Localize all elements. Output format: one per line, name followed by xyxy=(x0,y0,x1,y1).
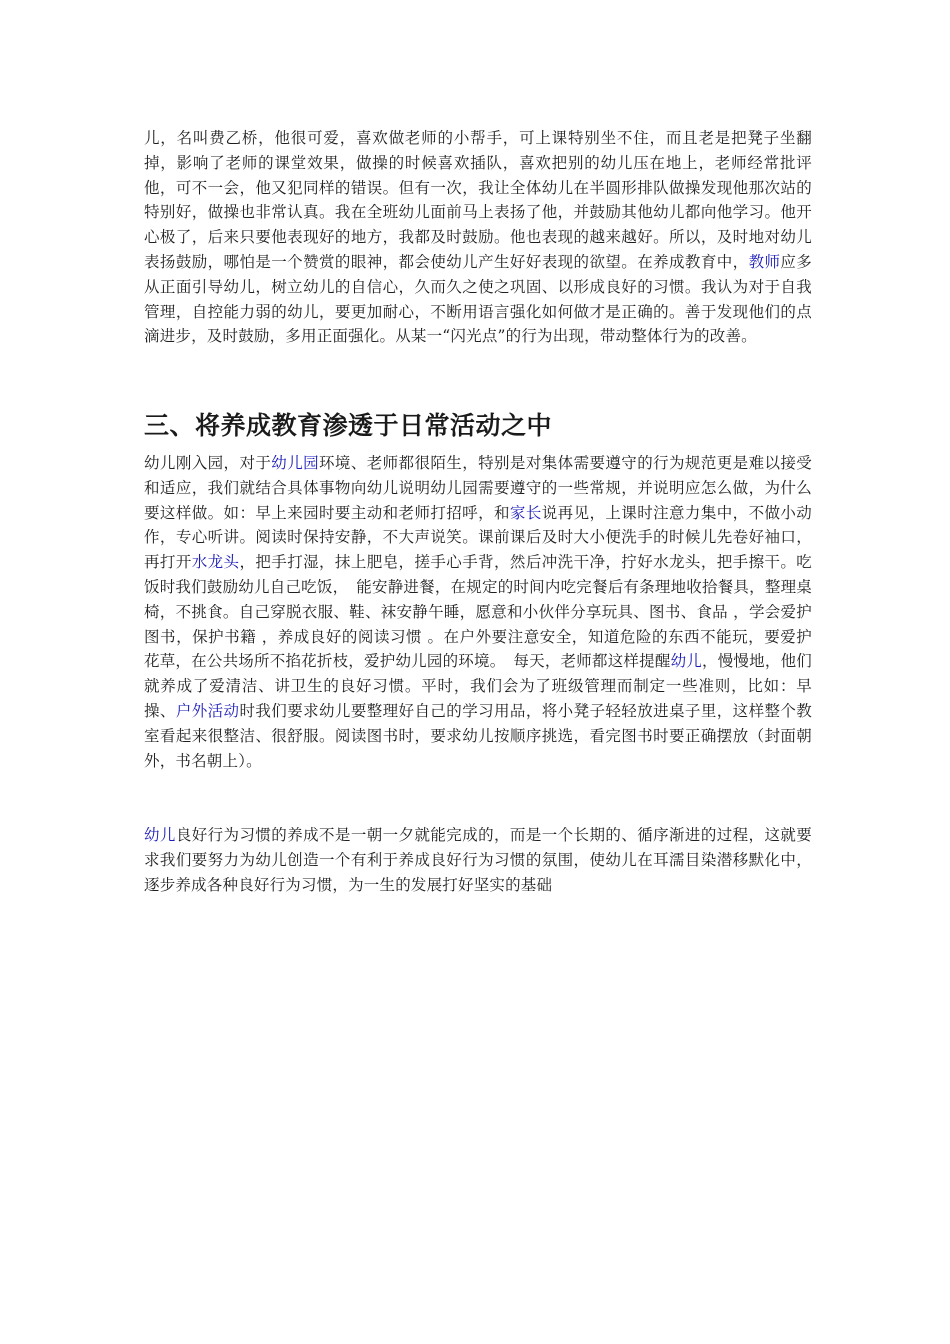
link-outdoor-activity[interactable]: 户外活动 xyxy=(175,701,240,720)
link-children[interactable]: 幼儿 xyxy=(670,652,702,671)
link-teacher[interactable]: 教师 xyxy=(748,252,781,271)
paragraph-text: 儿，名叫费乙桥，他很可爱，喜欢做老师的小帮手，可上课特别坐不住，而且老是把凳子坐翻掉，影响了老师的课堂效果，做操的时候喜欢插队，喜欢把别的幼儿压在地上，老师经常批评他，可不一会，他又犯同样的错误。但有一次，我让全体幼儿在半圆形排队做操发现他那次站的特别好，做操也非常认真。我在全班幼儿面前马上表扬了他，并鼓励其他幼儿都向他学习。他开心极了，后来只要他表现好的地方，我都及时鼓励。他也表现的越来越好。所以，及时地对幼儿表扬鼓励，哪怕是一个赞赏的眼神，都会使幼儿产生好好表现的欲望。在养成教育中， xyxy=(144,129,812,271)
body-paragraph-3 xyxy=(144,823,812,897)
paragraph-text: 说再见，上课时注意力集中，不做小动作，专心听讲。阅读时保持安静，不大声说笑。课前课后及时大小便洗手的时候儿先卷好袖口，再打开 xyxy=(144,503,812,572)
paragraph-text: 应多从正面引导幼儿，树立幼儿的自信心，久而久之使之巩固、以形成良好的习惯。我认为对于自我管理，自控能力弱的幼儿，要更加耐心，不断用语言强化如何做才是正确的。善于发现他们的点滴进步，及时鼓励，多用正面强化。从某一“闪光点”的行为出现，带动整体行为的改善。 xyxy=(144,252,813,346)
paragraph-text: 幼儿刚入园，对于 xyxy=(144,454,272,472)
paragraph-text: 环境、老师都很陌生，特别是对集体需要遵守的行为规范更是难以接受和适应，我们就结合具体事物向幼儿说明幼儿园需要遵守的一些常规，并说明应怎么做，为什么要这样做。如：早上来园时要主动和老师打招呼，和 xyxy=(144,454,812,522)
paragraph-text: 良好行为习惯的养成不是一朝一夕就能完成的，而是一个长期的、循序渐进的过程，这就要求我们要努力为幼儿创造一个有利于养成良好行为习惯的氛围，使幼儿在耳濡目染潜移默化中，逐步养成各种良好行为习惯，为一生的发展打好坚实的基础 xyxy=(144,826,812,894)
section-heading: 三、将养成教育渗透于日常活动之中 xyxy=(144,411,553,440)
link-faucet[interactable]: 水龙头 xyxy=(191,553,240,572)
link-parents[interactable]: 家长 xyxy=(509,503,542,522)
body-paragraph-1 xyxy=(144,126,812,349)
link-kindergarten[interactable]: 幼儿园 xyxy=(271,454,320,472)
paragraph-text: ，把手打湿，抹上肥皂，搓手心手背，然后冲洗干净，拧好水龙头，把手擦干。吃饭时我们鼓励幼儿自己吃饭， 能安静进餐，在规定的时间内吃完餐后有条理地收拾餐具，整理桌椅，不挑食。自己穿脱衣服、鞋、袜安静午睡，愿意和小伙伴分享玩具、图书、食品 ，学会爱护图书，保护书籍 ，养成良好的阅读习惯 。在户外要注意安全，知道危险的东西不能玩，要爱护花草，在公共场所不掐花折枝，爱护幼儿园的环境。 每天，老师都这样提醒 xyxy=(144,553,812,671)
link-children[interactable]: 幼儿 xyxy=(144,826,176,844)
body-paragraph-2 xyxy=(144,451,812,773)
paragraph-text: 时我们要求幼儿要整理好自己的学习用品，将小凳子轻轻放进桌子里，这样整个教室看起来很整洁、很舒服。阅读图书时，要求幼儿按顺序挑选，看完图书时要正确摆放（封面朝外，书名朝上）。 xyxy=(144,701,812,770)
paragraph-text: ，慢慢地，他们就养成了爱清洁、讲卫生的良好习惯。平时，我们会为了班级管理而制定一些准则，比如：早操、 xyxy=(144,652,812,720)
